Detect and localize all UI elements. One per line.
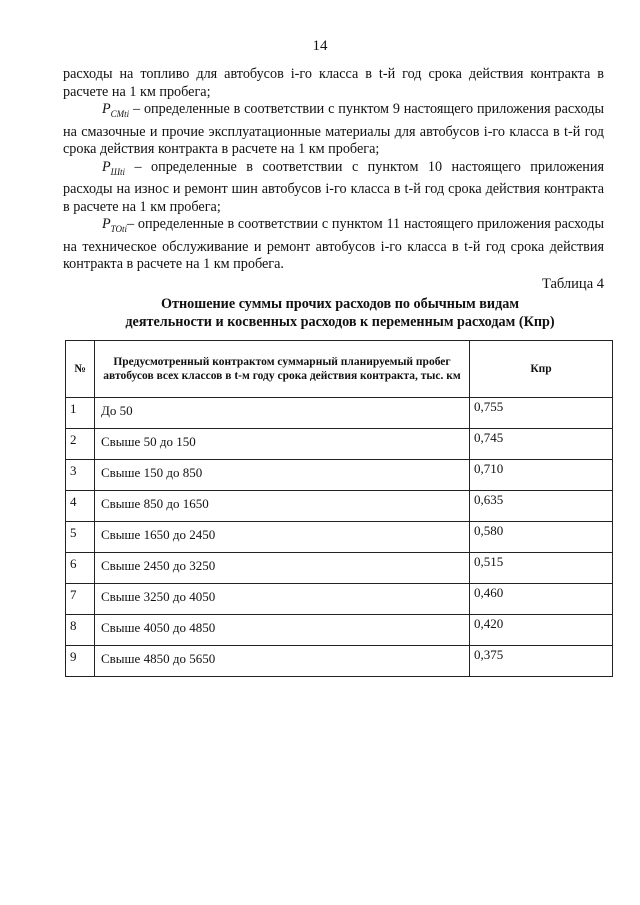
row-mileage-range: Свыше 1650 до 2450 bbox=[95, 522, 470, 553]
row-coefficient: 0,635 bbox=[470, 491, 613, 522]
row-coefficient: 0,755 bbox=[470, 398, 613, 429]
row-number: 3 bbox=[66, 460, 95, 491]
row-number: 4 bbox=[66, 491, 95, 522]
row-mileage-range: Свыше 4850 до 5650 bbox=[95, 646, 470, 677]
coefficient-table bbox=[65, 340, 613, 677]
row-coefficient: 0,420 bbox=[470, 615, 613, 646]
row-number: 8 bbox=[66, 615, 95, 646]
row-number: 9 bbox=[66, 646, 95, 677]
row-coefficient: 0,580 bbox=[470, 522, 613, 553]
row-mileage-range: Свыше 2450 до 3250 bbox=[95, 553, 470, 584]
header-mileage: Предусмотренный контрактом суммарный планируемый пробег автобусов всех классов в t-м году срока действия контракта, тыс. км bbox=[95, 341, 470, 398]
table-row bbox=[66, 491, 613, 522]
paragraph-tires: $P_{Шti}$ – определенные в соответствии с пунктом 10 настоящего приложения расходы на износ и ремонт шин автобусов i-го класса в t-й год срока действия контракта в расчете на 1 км пробега; bbox=[63, 158, 604, 215]
row-mileage-range: До 50 bbox=[95, 398, 470, 429]
variable-p-sm: $P_{СМti}$ bbox=[102, 101, 130, 120]
table-row bbox=[66, 646, 613, 677]
table-row bbox=[66, 429, 613, 460]
row-coefficient: 0,710 bbox=[470, 460, 613, 491]
table-title-line-2: деятельности и косвенных расходов к переменным расходам (Кпр) bbox=[125, 313, 555, 330]
row-number: 5 bbox=[66, 522, 95, 553]
variable-p-sh: $P_{Шti}$ bbox=[102, 158, 126, 177]
table-row bbox=[66, 522, 613, 553]
page-number: 14 bbox=[312, 38, 328, 54]
table-row bbox=[66, 584, 613, 615]
variable-p-to: $P_{TOti}$ bbox=[102, 216, 128, 235]
table-row bbox=[66, 398, 613, 429]
row-mileage-range: Свыше 850 до 1650 bbox=[95, 491, 470, 522]
table-body bbox=[66, 398, 613, 677]
header-coefficient: Кпр bbox=[470, 341, 613, 398]
paragraph-lubricants: $P_{СМti}$ – определенные в соответствии с пунктом 9 настоящего приложения расходы на смазочные и прочие эксплуатационные материалы для автобусов i-го класса в t-й год срока действия контракта в расчете на 1 км пробега; bbox=[63, 101, 604, 158]
header-number: № bbox=[66, 341, 95, 398]
row-coefficient: 0,745 bbox=[470, 429, 613, 460]
row-number: 1 bbox=[66, 398, 95, 429]
table-title-line-1: Отношение суммы прочих расходов по обычным видам bbox=[160, 296, 520, 312]
row-mileage-range: Свыше 4050 до 4850 bbox=[95, 615, 470, 646]
paragraph-maintenance: $P_{TOti}-$ определенные в соответствии с пунктом 11 настоящего приложения расходы на техническое обслуживание и ремонт автобусов i-го класса в t-й год срока действия контракта в расчете на 1 км пробега. bbox=[63, 216, 604, 273]
row-coefficient: 0,460 bbox=[470, 584, 613, 615]
table-header-row bbox=[66, 341, 613, 398]
table-row bbox=[66, 553, 613, 584]
paragraph-fuel: расходы на топливо для автобусов i-го класса в t-й год срока действия контракта в расчете на 1 км пробега; bbox=[63, 66, 604, 100]
row-number: 7 bbox=[66, 584, 95, 615]
row-number: 6 bbox=[66, 553, 95, 584]
table-row bbox=[66, 460, 613, 491]
row-mileage-range: Свыше 3250 до 4050 bbox=[95, 584, 470, 615]
row-coefficient: 0,515 bbox=[470, 553, 613, 584]
table-row bbox=[66, 615, 613, 646]
row-number: 2 bbox=[66, 429, 95, 460]
table-label: Таблица 4 bbox=[541, 276, 604, 292]
body-text bbox=[63, 66, 604, 274]
row-coefficient: 0,375 bbox=[470, 646, 613, 677]
table-title bbox=[70, 296, 610, 331]
row-mileage-range: Свыше 50 до 150 bbox=[95, 429, 470, 460]
row-mileage-range: Свыше 150 до 850 bbox=[95, 460, 470, 491]
